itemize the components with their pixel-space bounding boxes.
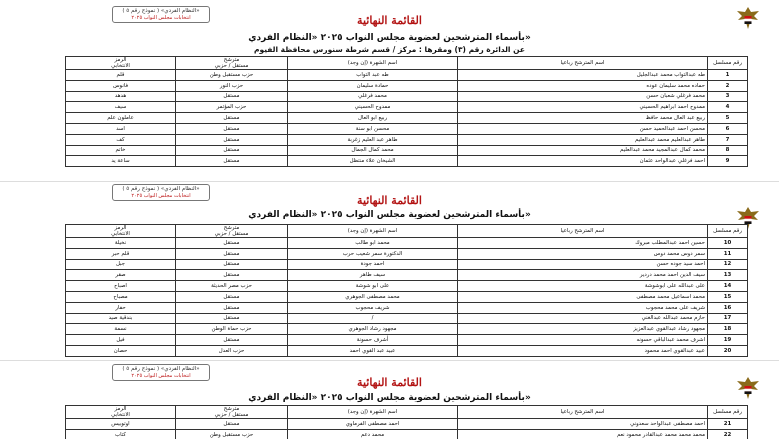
cell-type: مستقل bbox=[176, 156, 288, 167]
header-type-top: مترشح bbox=[223, 406, 240, 412]
cell-serial: 9 bbox=[708, 156, 748, 167]
table-row bbox=[66, 335, 748, 346]
cell-fame: طه عبد التواب bbox=[288, 70, 458, 81]
header-fame: اسم الشهرة (إن وجد) bbox=[288, 225, 458, 238]
cell-symbol: اسد bbox=[66, 123, 176, 134]
header-type-top: مترشح bbox=[223, 57, 240, 63]
cell-symbol: بندقية صيد bbox=[66, 313, 176, 324]
cell-serial: 18 bbox=[708, 324, 748, 335]
table-row bbox=[66, 70, 748, 81]
cell-name: ممدوح احمد ابراهيم الحسيني bbox=[458, 102, 708, 113]
header-type bbox=[176, 225, 288, 238]
table-row bbox=[66, 429, 748, 439]
cell-symbol: سيف bbox=[66, 102, 176, 113]
cell-fame: محمد ابو طالب bbox=[288, 238, 458, 249]
cell-name: طه عبدالتواب محمد عبدالجليل bbox=[458, 70, 708, 81]
cell-name: احمد مصطفى عبدالواحد سعدوني bbox=[458, 419, 708, 430]
cell-name: طاهر عبدالعليم محمد عبدالعليم bbox=[458, 134, 708, 145]
cell-name: مجهود رشاد عبدالقوي عبدالعزيز bbox=[458, 324, 708, 335]
cell-serial: 5 bbox=[708, 113, 748, 124]
header-symbol-top: الرمز bbox=[114, 406, 127, 412]
cell-fame: محمد مصطفى الجوهري bbox=[288, 291, 458, 302]
cell-fame: ربيع ابو العال bbox=[288, 113, 458, 124]
header-symbol bbox=[66, 225, 176, 238]
cell-type: حزب مصر الحديثة bbox=[176, 281, 288, 292]
header-type-bottom: مستقل / حزبي bbox=[214, 412, 249, 418]
cell-fame: الشيخان علاء منتظل bbox=[288, 156, 458, 167]
table-row bbox=[66, 134, 748, 145]
header-symbol-bottom: الانتخابي bbox=[111, 63, 130, 69]
header-type bbox=[176, 406, 288, 419]
cell-type: مستقل bbox=[176, 113, 288, 124]
cell-symbol: فانوس bbox=[66, 80, 176, 91]
cell-fame: حمادة سليمان bbox=[288, 80, 458, 91]
cell-fame: ممدوح الحسيني bbox=[288, 102, 458, 113]
cell-name: محمد كمال عبدالمجيد محمد عبدالعليم bbox=[458, 145, 708, 156]
cell-symbol: عاملون علم bbox=[66, 113, 176, 124]
cell-serial: 2 bbox=[708, 80, 748, 91]
stamp-line-2: انتخابات مجلس النواب ٢٠٢٥ bbox=[131, 193, 191, 199]
header-serial: رقم مسلسل bbox=[708, 225, 748, 238]
cell-type: حزب المؤتمر bbox=[176, 102, 288, 113]
stamp-line-1: ( نموذج رقم ٥ ) «النظام الفردي» bbox=[122, 366, 200, 372]
cell-serial: 15 bbox=[708, 291, 748, 302]
cell-symbol: نسمة bbox=[66, 324, 176, 335]
cell-fame: سيف طاهر bbox=[288, 270, 458, 281]
table-row bbox=[66, 156, 748, 167]
cell-symbol: كف bbox=[66, 134, 176, 145]
cell-type: حزب العدل bbox=[176, 345, 288, 356]
cell-serial: 1 bbox=[708, 70, 748, 81]
cell-symbol: صقر bbox=[66, 270, 176, 281]
cell-name: اشرف محمد عبدالباقي حسونه bbox=[458, 335, 708, 346]
cell-fame: طاهر عبد العليم زغربة bbox=[288, 134, 458, 145]
cell-name: سيف الدين احمد محمد دردير bbox=[458, 270, 708, 281]
cell-name: شريف على محمد محجوب bbox=[458, 302, 708, 313]
header-symbol-bottom: الانتخابي bbox=[111, 231, 130, 237]
table-row bbox=[66, 145, 748, 156]
table-row bbox=[66, 248, 748, 259]
page-divider bbox=[0, 360, 779, 361]
header-symbol-bottom: الانتخابي bbox=[111, 412, 130, 418]
header-fame: اسم الشهرة (إن وجد) bbox=[288, 57, 458, 70]
cell-serial: 4 bbox=[708, 102, 748, 113]
cell-serial: 6 bbox=[708, 123, 748, 134]
cell-name: محمد اسماعيل محمد مصطفى bbox=[458, 291, 708, 302]
table-row bbox=[66, 345, 748, 356]
header-type-top: مترشح bbox=[223, 225, 240, 231]
table-row bbox=[66, 281, 748, 292]
cell-fame: محمد كمال الجمال bbox=[288, 145, 458, 156]
table-row bbox=[66, 113, 748, 124]
cell-symbol: ساعة يد bbox=[66, 156, 176, 167]
cell-type: حزب مستقبل وطن bbox=[176, 70, 288, 81]
cell-fame: الدكتورة سمر شعيب حرب bbox=[288, 248, 458, 259]
cell-type: مستقل bbox=[176, 145, 288, 156]
cell-symbol: جبل bbox=[66, 259, 176, 270]
table-row bbox=[66, 123, 748, 134]
cell-type: حزب مستقبل وطن bbox=[176, 429, 288, 439]
cell-serial: 11 bbox=[708, 248, 748, 259]
list-page-3 bbox=[0, 362, 779, 439]
cell-type: مستقل bbox=[176, 291, 288, 302]
cell-fame: شريف محجوب bbox=[288, 302, 458, 313]
cell-fame: على ابو شوشة bbox=[288, 281, 458, 292]
table-row bbox=[66, 102, 748, 113]
page-title: القائمة النهائية bbox=[357, 376, 422, 389]
cell-fame: محمد دعم bbox=[288, 429, 458, 439]
cell-type: مستقل bbox=[176, 259, 288, 270]
cell-serial: 17 bbox=[708, 313, 748, 324]
cell-symbol: اوتوبيس bbox=[66, 419, 176, 430]
cell-symbol: فيل bbox=[66, 335, 176, 346]
cell-symbol: كتاب bbox=[66, 429, 176, 439]
cell-name: محسن احمد عبدالحميد حسن bbox=[458, 123, 708, 134]
cell-serial: 7 bbox=[708, 134, 748, 145]
cell-type: مستقل bbox=[176, 91, 288, 102]
cell-serial: 3 bbox=[708, 91, 748, 102]
stamp-line-2: انتخابات مجلس النواب ٢٠٢٥ bbox=[131, 373, 191, 379]
cell-name: احمد سيد جوده حسن bbox=[458, 259, 708, 270]
district-line: عن الدائرة رقم (٣) ومقرها : مركز / قسم شرطة سنورس محافظة الفيوم bbox=[254, 45, 525, 54]
cell-type: حزب حماة الوطن bbox=[176, 324, 288, 335]
cell-fame: محسن ابو سنة bbox=[288, 123, 458, 134]
cell-name: حازم محمد عبدالله عبدالغني bbox=[458, 313, 708, 324]
candidates-table-2 bbox=[65, 224, 748, 357]
header-name: اسم المترشح رباعيا bbox=[458, 225, 708, 238]
header-symbol-top: الرمز bbox=[114, 57, 127, 63]
page-title: القائمة النهائية bbox=[357, 14, 422, 27]
page-divider bbox=[0, 181, 779, 182]
cell-name: سمر دوس محمد دوس bbox=[458, 248, 708, 259]
cell-symbol: مصباح bbox=[66, 291, 176, 302]
cell-name: محمد محمد محمد عبدالقادر محمود نعم bbox=[458, 429, 708, 439]
cell-serial: 14 bbox=[708, 281, 748, 292]
header-name: اسم المترشح رباعيا bbox=[458, 406, 708, 419]
table-row bbox=[66, 291, 748, 302]
cell-type: مستقل bbox=[176, 419, 288, 430]
cell-type: مستقل bbox=[176, 313, 288, 324]
header-name: اسم المترشح رباعيا bbox=[458, 57, 708, 70]
cell-type: مستقل bbox=[176, 270, 288, 281]
cell-symbol: هدهد bbox=[66, 91, 176, 102]
cell-type: مستقل bbox=[176, 335, 288, 346]
cell-name: حسين احمد عبدالمطلب مبروك bbox=[458, 238, 708, 249]
cell-serial: 16 bbox=[708, 302, 748, 313]
cell-name: احمد فرغلي عبدالواحد عثمان bbox=[458, 156, 708, 167]
cell-type: مستقل bbox=[176, 238, 288, 249]
table-row bbox=[66, 238, 748, 249]
page-subtitle: بأسماء المترشحين لعضوية مجلس النواب ٢٠٢٥ «النظام الفردي» bbox=[248, 33, 531, 43]
cell-type: مستقل bbox=[176, 248, 288, 259]
page-subtitle: بأسماء المترشحين لعضوية مجلس النواب ٢٠٢٥ «النظام الفردي» bbox=[248, 210, 531, 220]
candidates-table-1 bbox=[65, 56, 748, 167]
cell-serial: 12 bbox=[708, 259, 748, 270]
cell-symbol: قلم حبر bbox=[66, 248, 176, 259]
cell-name: محمد فرغلي شعبان حسن bbox=[458, 91, 708, 102]
cell-symbol: قلم bbox=[66, 70, 176, 81]
cell-fame: محمد فرغلي bbox=[288, 91, 458, 102]
cell-name: على عبدالله على ابوشوشة bbox=[458, 281, 708, 292]
table-row bbox=[66, 313, 748, 324]
table-row bbox=[66, 302, 748, 313]
header-fame: اسم الشهرة (إن وجد) bbox=[288, 406, 458, 419]
cell-serial: 21 bbox=[708, 419, 748, 430]
cell-symbol: نخيلة bbox=[66, 238, 176, 249]
table-row bbox=[66, 80, 748, 91]
list-page-2 bbox=[0, 184, 779, 360]
cell-name: حماده محمد سليمان عوده bbox=[458, 80, 708, 91]
cell-symbol: حفار bbox=[66, 302, 176, 313]
list-page-1 bbox=[0, 0, 779, 182]
header-type-bottom: مستقل / حزبي bbox=[214, 63, 249, 69]
cell-type: مستقل bbox=[176, 134, 288, 145]
header-serial: رقم مسلسل bbox=[708, 406, 748, 419]
stamp-line-2: انتخابات مجلس النواب ٢٠٢٥ bbox=[131, 15, 191, 21]
table-row bbox=[66, 419, 748, 430]
cell-type: حزب النور bbox=[176, 80, 288, 91]
cell-name: ربيع عبد العال محمد حافظ bbox=[458, 113, 708, 124]
cell-symbol: حصان bbox=[66, 345, 176, 356]
cell-fame: احمد مصطفى الفرماوي bbox=[288, 419, 458, 430]
header-serial: رقم مسلسل bbox=[708, 57, 748, 70]
stamp-line-1: ( نموذج رقم ٥ ) «النظام الفردي» bbox=[122, 186, 200, 192]
cell-fame: / bbox=[288, 313, 458, 324]
cell-serial: 10 bbox=[708, 238, 748, 249]
cell-serial: 8 bbox=[708, 145, 748, 156]
candidates-table-3 bbox=[65, 405, 748, 439]
header-symbol-top: الرمز bbox=[114, 225, 127, 231]
table-row bbox=[66, 259, 748, 270]
table-row bbox=[66, 91, 748, 102]
cell-name: عبيد عبدالقوي احمد محمود bbox=[458, 345, 708, 356]
cell-serial: 19 bbox=[708, 335, 748, 346]
cell-fame: مجهود رشاد الجوهري bbox=[288, 324, 458, 335]
cell-type: مستقل bbox=[176, 302, 288, 313]
cell-serial: 20 bbox=[708, 345, 748, 356]
cell-symbol: اصباح bbox=[66, 281, 176, 292]
header-symbol bbox=[66, 57, 176, 70]
cell-fame: أشرف حسونة bbox=[288, 335, 458, 346]
cell-serial: 13 bbox=[708, 270, 748, 281]
header-type-bottom: مستقل / حزبي bbox=[214, 231, 249, 237]
cell-fame: عبيد عبد القوي احمد bbox=[288, 345, 458, 356]
cell-serial: 22 bbox=[708, 429, 748, 439]
cell-type: مستقل bbox=[176, 123, 288, 134]
page-title: القائمة النهائية bbox=[357, 194, 422, 207]
cell-fame: احمد جودة bbox=[288, 259, 458, 270]
page-subtitle: بأسماء المترشحين لعضوية مجلس النواب ٢٠٢٥ «النظام الفردي» bbox=[248, 393, 531, 403]
table-row bbox=[66, 270, 748, 281]
table-row bbox=[66, 324, 748, 335]
header-type bbox=[176, 57, 288, 70]
cell-symbol: خاتم bbox=[66, 145, 176, 156]
stamp-line-1: ( نموذج رقم ٥ ) «النظام الفردي» bbox=[122, 8, 200, 14]
header-symbol bbox=[66, 406, 176, 419]
